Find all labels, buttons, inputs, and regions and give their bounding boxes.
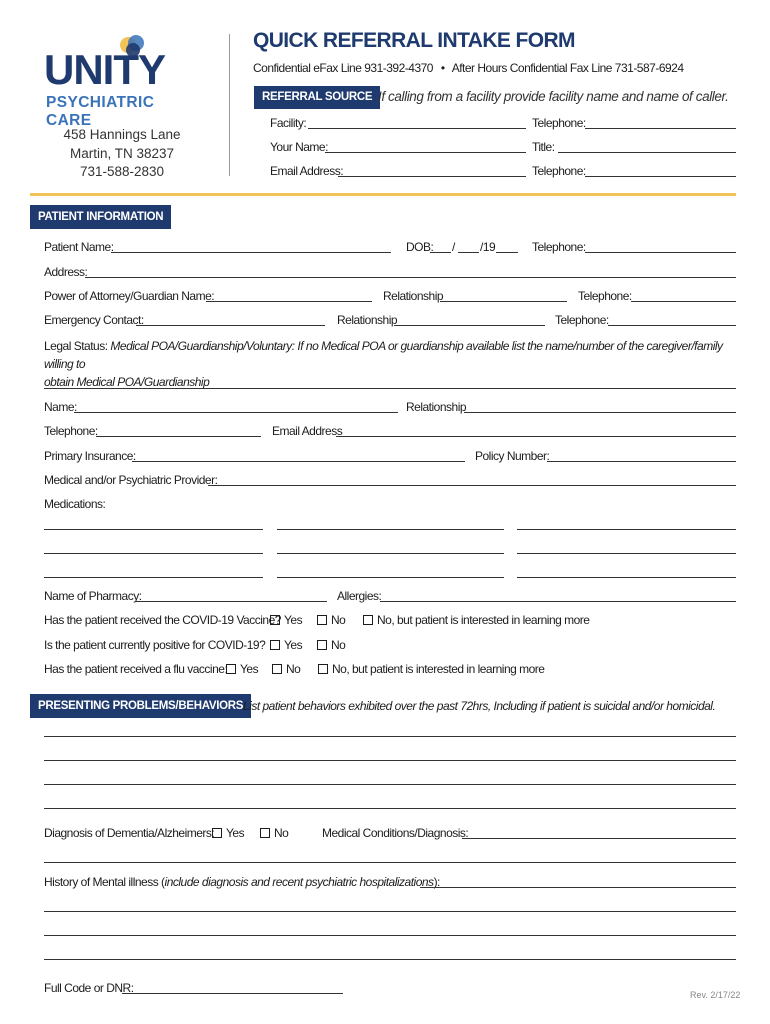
referral-note: If calling from a facility provide facility name and name of caller. xyxy=(378,89,729,104)
history-field-1[interactable] xyxy=(420,887,736,888)
emergency-telephone-field[interactable] xyxy=(608,325,736,326)
your-name-label: Your Name: xyxy=(270,140,328,154)
covid-positive-question: Is the patient currently positive for COVID-19? xyxy=(44,638,266,652)
legal-status-label: Legal Status: xyxy=(44,339,108,353)
dementia-question: Diagnosis of Dementia/Alzheimers: xyxy=(44,826,215,840)
patient-name-label: Patient Name: xyxy=(44,240,114,254)
checkbox-icon xyxy=(363,615,373,625)
checkbox-icon xyxy=(270,615,280,625)
covid-vaccine-no-interested[interactable] xyxy=(363,613,589,627)
medications-field-3c[interactable] xyxy=(517,577,736,578)
org-address-line2: Martin, TN 38237 xyxy=(69,146,175,161)
history-field-2[interactable] xyxy=(44,911,736,912)
referral-telephone2-field[interactable] xyxy=(585,176,736,177)
referral-email-label: Email Address: xyxy=(270,164,344,178)
after-hours-fax: After Hours Confidential Fax Line 731-587-6924 xyxy=(451,61,684,75)
history-mental-illness xyxy=(44,875,440,889)
dob-label: DOB: xyxy=(406,240,434,254)
your-name-field[interactable] xyxy=(325,152,526,153)
gold-divider xyxy=(30,193,736,196)
patient-info-tag: PATIENT INFORMATION xyxy=(30,205,171,229)
caregiver-email-label: Email Address xyxy=(272,424,343,438)
provider-label: Medical and/or Psychiatric Provider: xyxy=(44,473,218,487)
logo-subtitle: PSYCHIATRIC CARE xyxy=(46,94,155,129)
legal-status xyxy=(44,337,744,391)
referral-email-field[interactable] xyxy=(338,176,526,177)
legal-status-text2: obtain Medical POA/Guardianship xyxy=(44,375,210,389)
medications-field-2c[interactable] xyxy=(517,553,736,554)
dob-year-label: /19 xyxy=(480,240,496,254)
no-interested-label: No, but patient is interested in learning more xyxy=(332,662,545,676)
no-label: No xyxy=(274,826,289,840)
caregiver-name-field[interactable] xyxy=(74,412,398,413)
poa-label: Power of Attorney/Guardian Name: xyxy=(44,289,215,303)
presenting-problems-tag: PRESENTING PROBLEMS/BEHAVIORS xyxy=(30,694,251,718)
allergies-field[interactable] xyxy=(380,601,736,602)
flu-vaccine-no[interactable] xyxy=(272,662,300,676)
covid-positive-yes[interactable] xyxy=(270,638,302,652)
insurance-label: Primary Insurance: xyxy=(44,449,136,463)
poa-telephone-label: Telephone: xyxy=(578,289,632,303)
medications-field-1c[interactable] xyxy=(517,529,736,530)
medications-field-1a[interactable] xyxy=(44,529,263,530)
covid-positive-no[interactable] xyxy=(317,638,345,652)
no-label: No xyxy=(331,638,346,652)
yes-label: Yes xyxy=(284,613,303,627)
referral-telephone2-label: Telephone: xyxy=(532,164,586,178)
poa-relationship-field[interactable] xyxy=(440,301,567,302)
medical-conditions-label: Medical Conditions/Diagnosis: xyxy=(322,826,469,840)
emergency-relationship-field[interactable] xyxy=(394,325,545,326)
efax-line: Confidential eFax Line 931-392-4370 xyxy=(253,61,433,75)
history-field-4[interactable] xyxy=(44,959,736,960)
dob-year-field[interactable] xyxy=(496,252,518,253)
covid-vaccine-yes[interactable] xyxy=(270,613,302,627)
patient-telephone-label: Telephone: xyxy=(532,240,586,254)
medications-field-2a[interactable] xyxy=(44,553,263,554)
pharmacy-label: Name of Pharmacy: xyxy=(44,589,142,603)
insurance-field[interactable] xyxy=(132,461,465,462)
patient-telephone-field[interactable] xyxy=(585,252,736,253)
logo-word: UNITY xyxy=(44,46,165,93)
medications-label: Medications: xyxy=(44,497,106,511)
dob-day-field[interactable] xyxy=(458,252,479,253)
yes-label: Yes xyxy=(240,662,259,676)
org-phone: 731-588-2830 xyxy=(79,164,165,179)
caregiver-relationship-label: Relationship xyxy=(406,400,467,414)
dob-month-field[interactable] xyxy=(430,252,451,253)
no-label: No xyxy=(331,613,346,627)
checkbox-icon xyxy=(318,664,328,674)
legal-status-field[interactable] xyxy=(44,388,736,389)
yes-label: Yes xyxy=(284,638,303,652)
caregiver-telephone-field[interactable] xyxy=(96,436,261,437)
facility-label: Facility: xyxy=(270,116,307,130)
caregiver-name-label: Name: xyxy=(44,400,77,414)
history-italic: include diagnosis and recent psychiatric hospitalizations xyxy=(164,875,434,889)
medical-conditions-field[interactable] xyxy=(462,838,736,839)
behaviors-field-4[interactable] xyxy=(44,808,736,809)
history-field-3[interactable] xyxy=(44,935,736,936)
revision-date: Rev. 2/17/22 xyxy=(690,990,741,1000)
allergies-label: Allergies: xyxy=(337,589,382,603)
medications-field-3b[interactable] xyxy=(277,577,504,578)
medications-field-3a[interactable] xyxy=(44,577,263,578)
medical-conditions-field-2[interactable] xyxy=(44,862,736,863)
checkbox-icon xyxy=(226,664,236,674)
page-title: QUICK REFERRAL INTAKE FORM xyxy=(253,29,575,52)
title-label: Title: xyxy=(532,140,555,154)
checkbox-icon xyxy=(317,615,327,625)
dementia-yes[interactable] xyxy=(212,826,244,840)
history-end: ): xyxy=(433,875,440,889)
flu-vaccine-yes[interactable] xyxy=(226,662,258,676)
provider-field[interactable] xyxy=(208,485,736,486)
referral-source-tag: REFERRAL SOURCE xyxy=(254,86,380,109)
emergency-telephone-label: Telephone: xyxy=(555,313,609,327)
caregiver-relationship-field[interactable] xyxy=(464,412,736,413)
checkbox-icon xyxy=(272,664,282,674)
medications-field-2b[interactable] xyxy=(277,553,504,554)
dob-sep: / xyxy=(452,240,455,254)
history-label: History of Mental illness ( xyxy=(44,875,165,889)
referral-telephone-label: Telephone: xyxy=(532,116,586,130)
emergency-contact-label: Emergency Contact: xyxy=(44,313,144,327)
emergency-contact-field[interactable] xyxy=(136,325,325,326)
flu-vaccine-no-interested[interactable] xyxy=(318,662,544,676)
behaviors-field-1[interactable] xyxy=(44,736,736,737)
poa-telephone-field[interactable] xyxy=(631,301,736,302)
poa-relationship-label: Relationship xyxy=(383,289,444,303)
address-field[interactable] xyxy=(85,277,736,278)
title-field[interactable] xyxy=(558,152,736,153)
code-status-label: Full Code or DNR: xyxy=(44,981,134,995)
poa-field[interactable] xyxy=(206,301,372,302)
no-label: No xyxy=(286,662,301,676)
legal-status-text: Medical POA/Guardianship/Voluntary: If no Medical POA or guardianship available list the name/number of the caregiver/family willing to xyxy=(44,339,723,371)
referral-telephone-field[interactable] xyxy=(585,128,736,129)
address-label: Address: xyxy=(44,265,88,279)
presenting-problems-note: List patient behaviors exhibited over the past 72hrs, Including if patient is suicidal and/or homicidal. xyxy=(243,699,716,713)
emergency-relationship-label: Relationship xyxy=(337,313,398,327)
no-interested-label: No, but patient is interested in learning more xyxy=(377,613,590,627)
yes-label: Yes xyxy=(226,826,245,840)
code-status-field[interactable] xyxy=(122,993,343,994)
caregiver-email-field[interactable] xyxy=(336,436,736,437)
behaviors-field-3[interactable] xyxy=(44,784,736,785)
org-address-line1: 458 Hannings Lane xyxy=(63,127,181,142)
logo xyxy=(44,34,204,129)
checkbox-icon xyxy=(317,640,327,650)
facility-field[interactable] xyxy=(308,128,526,129)
patient-name-field[interactable] xyxy=(111,252,391,253)
policy-number-field[interactable] xyxy=(547,461,736,462)
covid-vaccine-no[interactable] xyxy=(317,613,345,627)
bullet: • xyxy=(440,61,445,75)
dementia-no[interactable] xyxy=(260,826,288,840)
caregiver-telephone-label: Telephone: xyxy=(44,424,98,438)
behaviors-field-2[interactable] xyxy=(44,760,736,761)
medications-field-1b[interactable] xyxy=(277,529,504,530)
policy-number-label: Policy Number: xyxy=(475,449,550,463)
checkbox-icon xyxy=(212,828,222,838)
flu-vaccine-question: Has the patient received a flu vaccine: xyxy=(44,662,228,676)
pharmacy-field[interactable] xyxy=(136,601,327,602)
fax-line xyxy=(253,61,684,75)
header-divider xyxy=(229,34,230,176)
covid-vaccine-question: Has the patient received the COVID-19 Vaccine? xyxy=(44,613,281,627)
checkbox-icon xyxy=(270,640,280,650)
checkbox-icon xyxy=(260,828,270,838)
